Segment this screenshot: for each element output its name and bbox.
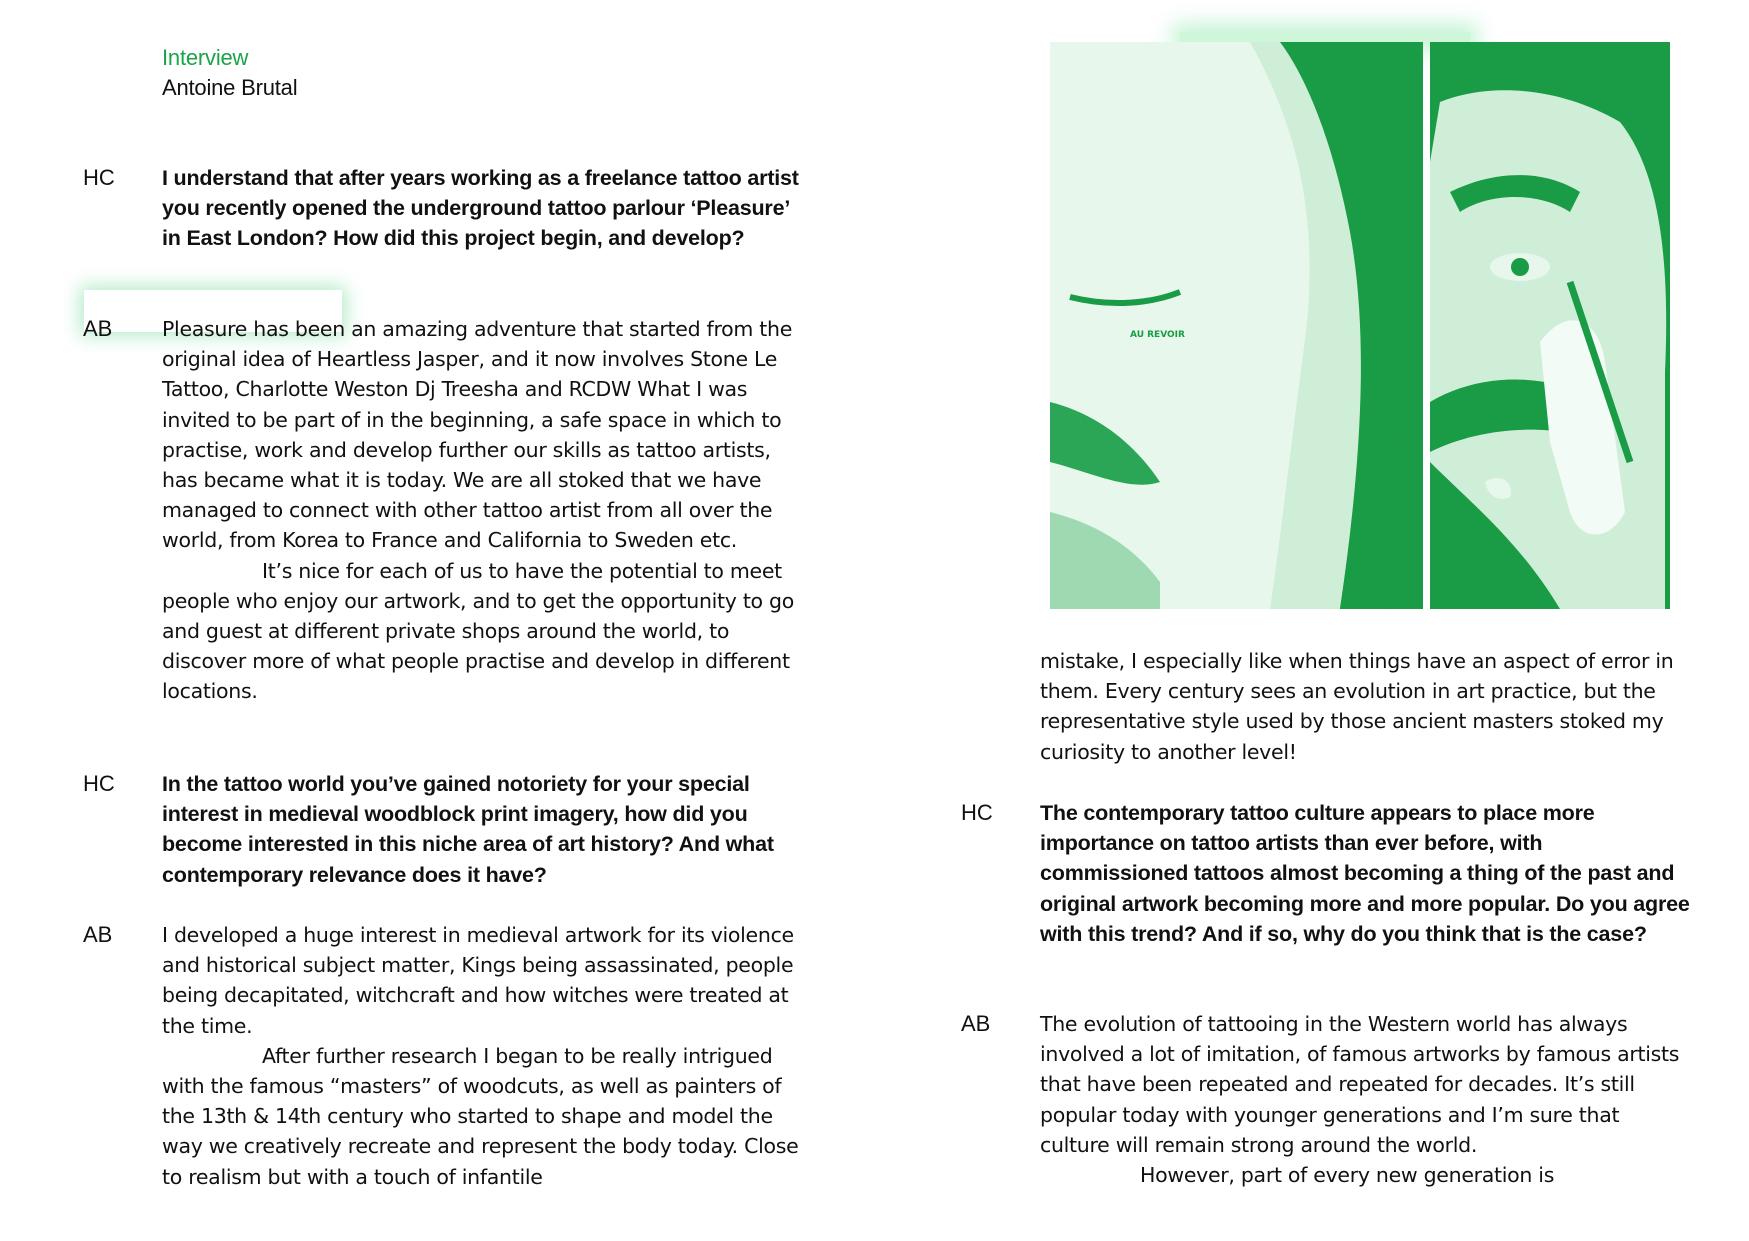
question-text: I understand that after years working as a freelance tattoo artist you recently opened the underground tattoo parlour ‘Pleasure’ in East London? How did this project begin, and develop? [162, 166, 799, 251]
portrait-photo-left [1050, 42, 1423, 609]
face-tattoo-text: AU REVOIR [1130, 330, 1185, 340]
answer-text [162, 314, 802, 707]
section-kicker: Interview [162, 45, 249, 70]
speaker-label: AB [83, 922, 113, 947]
answer-paragraph: I developed a huge interest in medieval artwork for its violence and historical subject matter, Kings being assassinated, people being decapitated, witchcraft and how witches were treated at the time. [162, 923, 794, 1038]
green-glow-decoration [1180, 32, 1470, 42]
speaker-label: HC [83, 771, 115, 796]
interviewee-name: Antoine Brutal [162, 75, 298, 100]
answer-paragraph: However, part of every new generation is [1140, 1163, 1555, 1188]
speaker-label: HC [961, 800, 993, 825]
portrait-photo-right [1430, 42, 1670, 609]
question-text: The contemporary tattoo culture appears to place more importance on tattoo artists than ever before, with commissioned tattoos almost becoming a thing of the past and original artwork becoming more and more popular. Do you agree with this trend? And if so, why do you think that is the case? [1040, 801, 1690, 946]
answer-continuation: mistake, I especially like when things have an aspect of error in them. Every century sees an evolution in art practice, but the representative style used by those ancient masters stoked my curiosity to another level! [1040, 649, 1674, 764]
answer-text [162, 920, 802, 1192]
answer-paragraph: The evolution of tattooing in the Western world has always involved a lot of imitation, of famous artworks by famous artists that have been repeated and repeated for decades. It’s still popular today with younger generations and I’m sure that culture will remain strong around the world. [1040, 1012, 1680, 1157]
answer-paragraph: After further research I began to be really intrigued with the famous “masters” of woodcuts, as well as painters of the 13th & 14th century who started to shape and model the way we creatively recreate and represent the body today. Close to realism but with a touch of infantile [162, 1043, 799, 1189]
question-text: In the tattoo world you’ve gained notoriety for your special interest in medieval woodblock print imagery, how did you become interested in this niche area of art history? And what contemporary relevance does it have? [162, 772, 774, 887]
answer-paragraph: It’s nice for each of us to have the potential to meet people who enjoy our artwork, and to get the opportunity to go and guest at different private shops around the world, to discover more of what people practise and develop in different locations. [162, 558, 794, 704]
speaker-label: AB [961, 1011, 991, 1036]
speaker-label: AB [83, 316, 113, 341]
answer-paragraph: Pleasure has been an amazing adventure that started from the original idea of Heartless Jasper, and it now involves Stone Le Tattoo, Charlotte Weston Dj Treesha and RCDW What I was invited to be part of in the beginning, a safe space in which to practise, work and develop further our skills as tattoo artists, has became what it is today. We are all stoked that we have managed to connect with other tattoo artist from all over the world, from Korea to France and California to Sweden etc. [162, 317, 793, 553]
answer-text [1040, 1009, 1690, 1190]
speaker-label: HC [83, 165, 115, 190]
